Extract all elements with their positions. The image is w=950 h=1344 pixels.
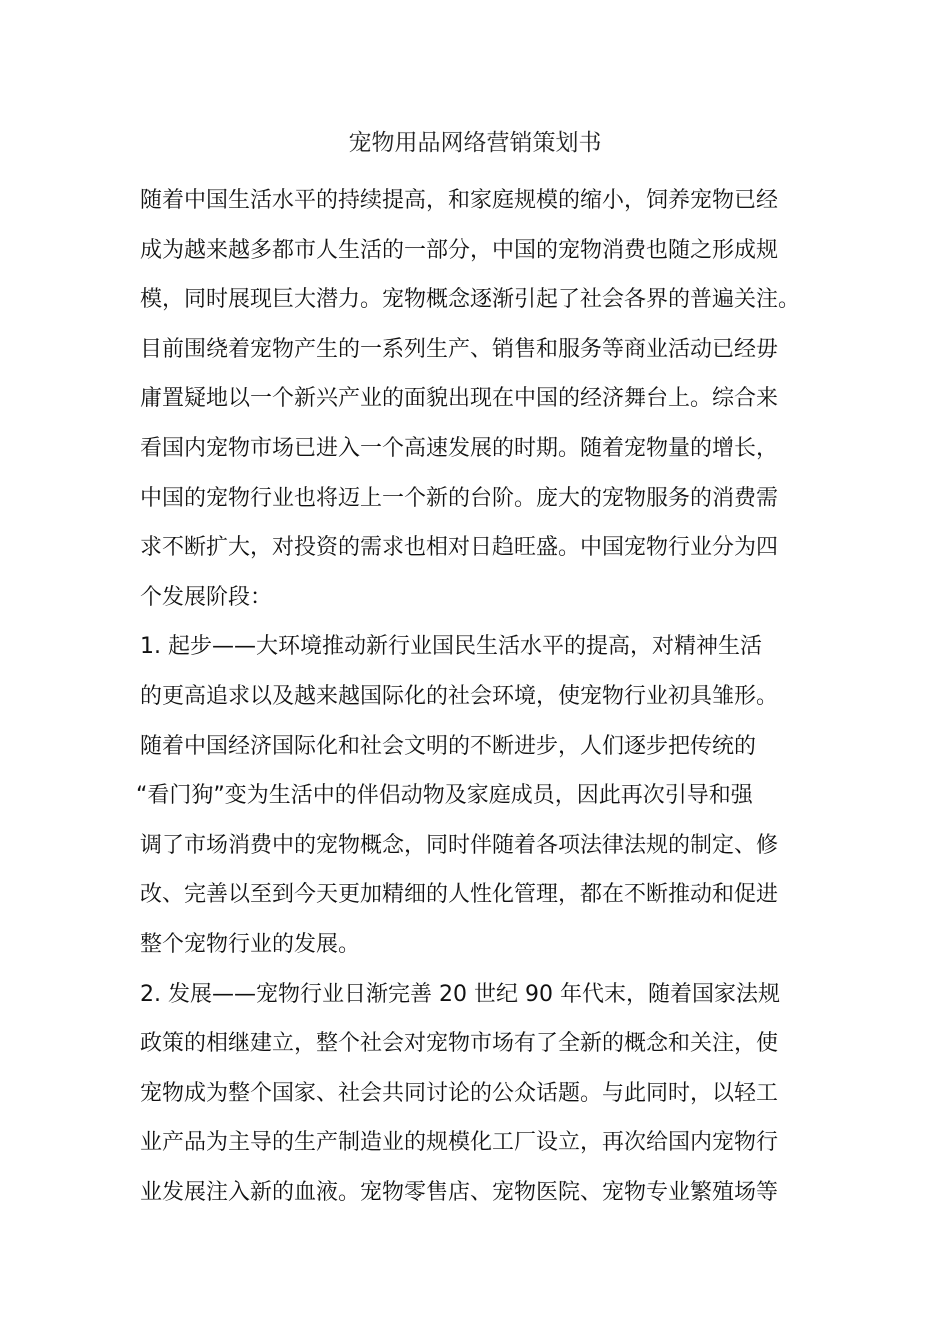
body-line: 求不断扩大，对投资的需求也相对日趋旺盛。中国宠物行业分为四 (140, 535, 779, 561)
body-line: 成为越来越多都市人生活的一部分，中国的宠物消费也随之形成规 (140, 237, 779, 263)
body-line: 个发展阶段： (140, 584, 273, 610)
body-line: 整个宠物行业的发展。 (140, 931, 361, 957)
list-item-1-line: 1. 起步——大环境推动新行业国民生活水平的提高，对精神生活 (140, 634, 762, 660)
body-line: 目前围绕着宠物产生的一系列生产、销售和服务等商业活动已经毋 (140, 336, 779, 362)
body-line: “看门狗”变为生活中的伴侣动物及家庭成员，因此再次引导和强 (136, 783, 753, 809)
body-line: 政策的相继建立，整个社会对宠物市场有了全新的概念和关注，使 (140, 1031, 779, 1057)
body-line: 中国的宠物行业也将迈上一个新的台阶。庞大的宠物服务的消费需 (140, 485, 779, 511)
body-line: 调了市场消费中的宠物概念，同时伴随着各项法律法规的制定、修 (140, 832, 779, 858)
body-line: 模，同时展现巨大潜力。宠物概念逐渐引起了社会各界的普遍关注。 (140, 287, 801, 313)
body-line: 随着中国生活水平的持续提高，和家庭规模的缩小，饲养宠物已经 (140, 188, 779, 213)
document-body (136, 176, 830, 1217)
body-line: 随着中国经济国际化和社会文明的不断进步，人们逐步把传统的 (140, 733, 757, 759)
body-line: 业产品为主导的生产制造业的规模化工厂设立，再次给国内宠物行 (140, 1130, 779, 1156)
body-line: 看国内宠物市场已进入一个高速发展的时期。随着宠物量的增长， (140, 435, 779, 461)
list-item-2-line: 2. 发展——宠物行业日渐完善 20 世纪 90 年代末，随着国家法规 (140, 981, 780, 1007)
body-line: 的更高追求以及越来越国际化的社会环境，使宠物行业初具雏形。 (140, 683, 779, 709)
body-line: 改、完善以至到今天更加精细的人性化管理，都在不断推动和促进 (140, 882, 779, 908)
body-line: 业发展注入新的血液。宠物零售店、宠物医院、宠物专业繁殖场等 (140, 1179, 779, 1205)
body-line: 庸置疑地以一个新兴产业的面貌出现在中国的经济舞台上。综合来 (140, 386, 779, 412)
body-line: 宠物成为整个国家、社会共同讨论的公众话题。与此同时，以轻工 (140, 1080, 779, 1106)
document-title: 宠物用品网络营销策划书 (348, 130, 602, 156)
